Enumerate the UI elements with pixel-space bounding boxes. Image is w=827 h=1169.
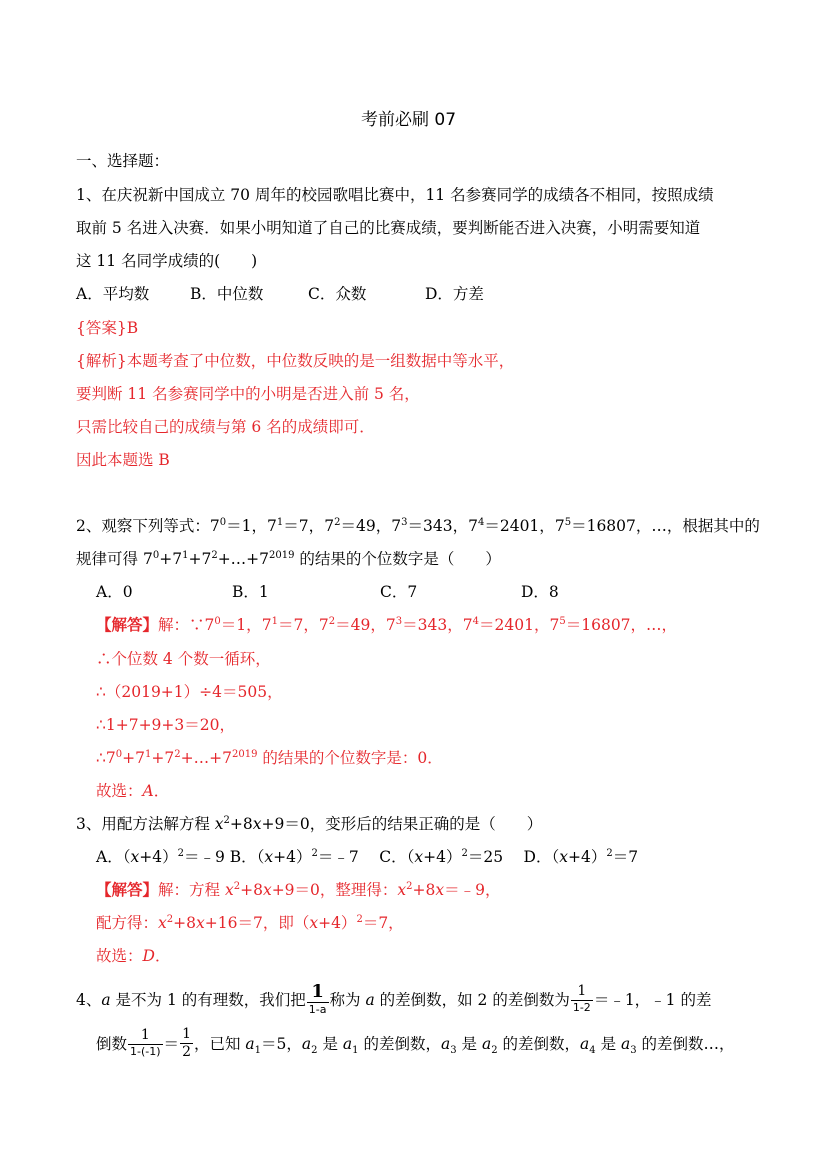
q2-solution-line4: ∴1+7+9+3＝20， (96, 716, 235, 734)
q3-options (96, 847, 638, 867)
q1-analysis-line4: 因此本题选 B (76, 451, 170, 469)
q3-choice: 故选：D． (96, 947, 171, 965)
q2-power-0: $7^0=1$ (209, 517, 252, 535)
q2-power-5: $7^5=16807$ (554, 517, 636, 535)
q1-analysis-line2: 要判断 11 名参赛同学中的小明是否进入前 5 名， (76, 385, 420, 403)
q1-analysis-line3: 只需比较自己的成绩与第 6 名的成绩即可． (76, 418, 375, 436)
q2-prefix: 2、观察下列等式： (76, 517, 210, 535)
q2-power-2: $7^2=49$ (324, 517, 376, 535)
q2-choice: 故选：A． (96, 782, 170, 800)
q2-option-c: C．7 (380, 583, 418, 601)
q1-stem-line2: 取前 5 名进入决赛．如果小明知道了自己的比赛成绩，要判断能否进入决赛，小明需要知道 (76, 219, 701, 237)
q1-stem-line1: 1、在庆祝新中国成立 70 周年的校园歌唱比赛中，11 名参赛同学的成绩各不相同，按照成绩 (76, 186, 714, 204)
q2-power-3: $7^3=343$ (391, 517, 453, 535)
q1-answer: {答案}B (76, 319, 139, 337)
q3-option-b: B．$(x+4)^2=﹣7$ (229, 848, 359, 866)
q3-option-d: D．$(x+4)^2=7$ (523, 848, 639, 866)
q3-option-c: C．$(x+4)^2=25$ (379, 848, 504, 866)
q4-fraction-1-over-1-minus-a: $\frac{1}{1-a}$ (308, 980, 327, 1016)
q4-stem-line1: 4、a 是不为 1 的有理数，我们把 $\frac{1}{1-a}$ 称为 a 的差倒数，如 2 的差倒数为 $\frac{1}{1-2}$ ＝﹣1，﹣1 的差 (76, 980, 712, 1016)
page-title: 考前必刷 07 (361, 110, 457, 130)
q3-solution-line1: 【解答】解：方程 $x^2+8x+9=0$，整理得：$x^2+8x=﹣9$， (96, 880, 501, 899)
q2-solution-line2: ∴个位数 4 个数一循环， (96, 650, 271, 668)
q1-option-b: B．中位数 (190, 285, 264, 303)
q2-line1-suffix: ，…，根据其中的 (635, 517, 760, 535)
q1-option-a: A．平均数 (76, 285, 150, 303)
q2-sum-expression: $7^0+7^1+7^2+\dots+7^{2019}$ (142, 550, 295, 568)
q2-power-1: $7^1=7$ (267, 517, 309, 535)
q2-solution-label: 【解答】 (96, 615, 159, 634)
q2-power-4: $7^4=2401$ (468, 517, 540, 535)
q3-stem: 3、用配方法解方程 $x^2+8x+9=0$，变形后的结果正确的是（ ） (76, 815, 543, 833)
q2-options (96, 582, 696, 602)
q4-stem-line2: 倒数 $\frac{1}{1-(-1)}$ ＝ $\frac{1}{2}$ ，已知 $a_1=5$，$a_2$ 是 $a_1$ 的差倒数，$a_3$ 是 $a_2$ 的差倒数，$a_4$ 是 $a_3$ 的差倒数…， (96, 1025, 735, 1060)
q2-solution-line1: 【解答】解：$\because 7^0=1$，$7^1=7$，$7^2=49$，$7^3=343$，$7^4=2401$，$7^5=16807$，…， (96, 615, 678, 634)
q2-solution-line3: ∴（2019+1）÷4＝505， (96, 683, 283, 701)
q1-option-d: D．方差 (425, 285, 484, 303)
q3-option-a: A．$(x+4)^2=﹣9$ (96, 848, 225, 866)
q2-stem-line2: 规律可得 $7^0+7^1+7^2+\dots+7^{2019}$ 的结果的个位数字是（ ） (76, 550, 501, 568)
q2-option-a: A．0 (96, 583, 133, 601)
q1-stem-line3: 这 11 名同学成绩的( ) (76, 252, 258, 270)
q2-solution-line5: $\therefore 7^0+7^1+7^2+\dots+7^{2019}$ 的结果的个位数字是：0． (96, 749, 443, 767)
q4-fraction-1-over-1-minus-neg1: $\frac{1}{1-(-1)}$ (130, 1027, 161, 1058)
q3-solution-line2: 配方得：$x^2+8x+16=7$，即$(x+4)^2=7$， (96, 914, 404, 932)
q4-fraction-one-half: $\frac{1}{2}$ (182, 1025, 191, 1060)
q3-solution-label: 【解答】 (96, 880, 159, 899)
q2-stem-line1: 2、观察下列等式：$7^0=1$，$7^1=7$，$7^2=49$，$7^3=343$，$7^4=2401$，$7^5=16807$，…，根据其中的 (76, 517, 760, 535)
q4-fraction-1-over-1-minus-2: $\frac{1}{1-2}$ (572, 983, 591, 1014)
section-heading: 一、选择题： (76, 152, 170, 170)
q2-option-b: B．1 (232, 583, 269, 601)
q1-analysis-line1: {解析}本题考查了中位数，中位数反映的是一组数据中等水平， (76, 352, 515, 370)
q1-options (76, 284, 676, 304)
q2-option-d: D．8 (521, 583, 559, 601)
q1-option-c: C．众数 (308, 285, 367, 303)
